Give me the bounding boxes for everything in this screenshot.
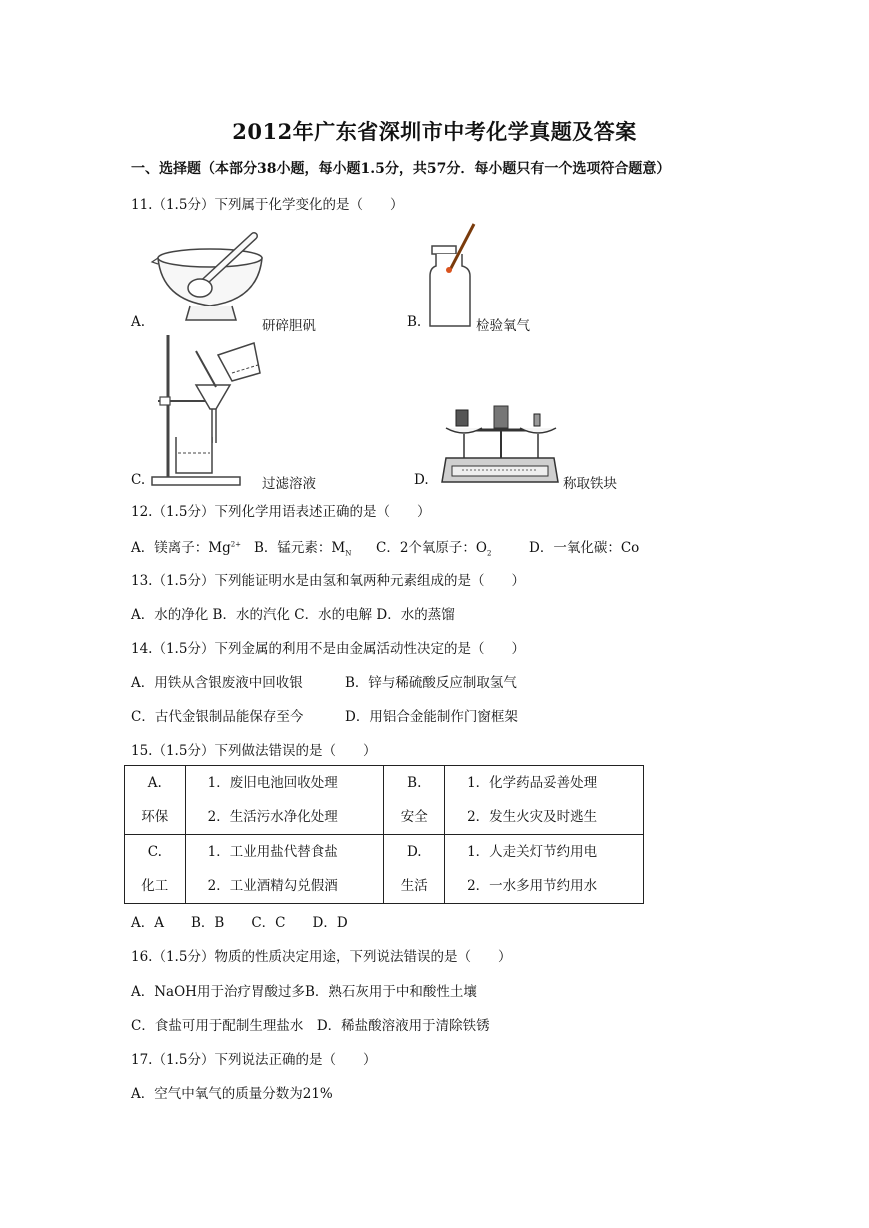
- q13-options: A．水的净化 B．水的汽化 C．水的电解 D．水的蒸馏: [131, 607, 455, 623]
- q15-label-c: C. 化工: [125, 835, 186, 904]
- q11-option-c-caption: 过滤溶液: [262, 476, 316, 492]
- q16-option-cd: C．食盐可用于配制生理盐水 D．稀盐酸溶液用于清除铁锈: [131, 1018, 490, 1034]
- section-heading: 一、选择题（本部分38小题，每小题1.5分，共57分．每小题只有一个选项符合题意）: [131, 161, 671, 177]
- q17-stem: 17.（1.5分）下列说法正确的是（ ）: [131, 1052, 377, 1068]
- oxygen-test-illustration: [428, 222, 478, 328]
- q14-option-d: D．用铝合金能制作门窗框架: [345, 709, 518, 725]
- q15-items-c: 1．工业用盐代替食盐 2．工业酒精勾兑假酒: [185, 835, 384, 904]
- q11-option-a-caption: 研碎胆矾: [262, 318, 316, 334]
- q14-stem: 14.（1.5分）下列金属的利用不是由金属活动性决定的是（ ）: [131, 641, 525, 657]
- q15-items-b: 1．化学药品妥善处理 2．发生火灾及时逃生: [445, 766, 644, 835]
- q11-option-d-letter: D.: [414, 472, 429, 488]
- table-row: [125, 835, 644, 904]
- q15-items-d: 1．人走关灯节约用电 2．一水多用节约用水: [445, 835, 644, 904]
- q16-option-ab: A．NaOH用于治疗胃酸过多B．熟石灰用于中和酸性土壤: [131, 984, 477, 1000]
- q11-option-a-letter: A.: [131, 314, 146, 330]
- mortar-pestle-illustration: [150, 228, 270, 328]
- filtration-illustration: [150, 333, 270, 493]
- q11-option-b-caption: 检验氧气: [476, 318, 530, 334]
- balance-scale-illustration: [438, 402, 562, 492]
- q15-items-a: 1．废旧电池回收处理 2．生活污水净化处理: [185, 766, 384, 835]
- q12-option-d: D．一氧化碳：Co: [529, 540, 640, 556]
- table-row: [125, 766, 644, 835]
- q16-stem: 16.（1.5分）物质的性质决定用途，下列说法错误的是（ ）: [131, 949, 512, 965]
- q11-stem: 11.（1.5分）下列属于化学变化的是（ ）: [131, 197, 404, 213]
- q12-option-b: B．锰元素：$M_N$: [254, 540, 352, 558]
- q15-label-d: D. 生活: [384, 835, 445, 904]
- q12-stem: 12.（1.5分）下列化学用语表述正确的是（ ）: [131, 504, 431, 520]
- page-title: 2012年广东省深圳市中考化学真题及答案: [232, 119, 637, 144]
- q14-option-a: A．用铁从含银废液中回收银: [131, 675, 303, 691]
- q12-option-c: C．2个氧原子：$O_2$: [376, 540, 492, 558]
- q17-option-a: A．空气中氧气的质量分数为21%: [131, 1086, 333, 1102]
- q15-label-a: A. 环保: [125, 766, 186, 835]
- q14-option-b: B．锌与稀硫酸反应制取氢气: [345, 675, 517, 691]
- q13-stem: 13.（1.5分）下列能证明水是由氢和氧两种元素组成的是（ ）: [131, 573, 525, 589]
- q11-option-b-letter: B.: [407, 314, 422, 330]
- q11-option-c-letter: C.: [131, 472, 146, 488]
- q14-option-c: C．古代金银制品能保存至今: [131, 709, 304, 725]
- q15-options: A．A B．B C．C D．D: [131, 915, 348, 931]
- q12-option-a: A．镁离子：$Mg^{2+}$: [131, 540, 242, 556]
- q11-option-d-caption: 称取铁块: [563, 476, 617, 492]
- q15-stem: 15.（1.5分）下列做法错误的是（ ）: [131, 743, 377, 759]
- q15-label-b: B. 安全: [384, 766, 445, 835]
- q15-table: [124, 765, 644, 904]
